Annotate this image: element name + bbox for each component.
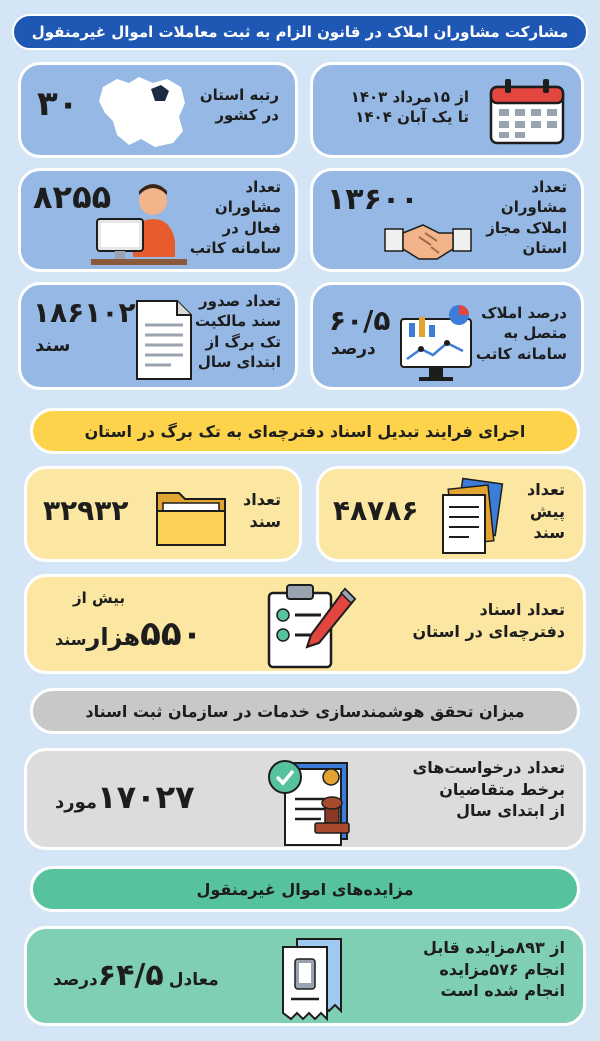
predocs-count-number: ۴۸۷۸۶ — [333, 494, 419, 527]
rank-label: رتبه استان در کشور — [199, 86, 279, 125]
online-requests-card — [24, 748, 586, 850]
booklet-docs-thousand: هزار — [86, 623, 141, 651]
connected-percent-label: درصد املاک متصل به سامانه کاتب — [475, 304, 567, 363]
docs-count-label: تعداد سند — [243, 490, 281, 531]
predocs-count-card — [316, 466, 586, 562]
folder-icon — [153, 483, 229, 549]
predocs-count-label: تعداد پیش سند — [527, 480, 565, 543]
booklet-docs-number: ۵۵۰ — [140, 614, 203, 654]
section-auctions-banner — [30, 866, 580, 912]
calendar-icon — [487, 77, 567, 147]
rank-number: ۳۰ — [37, 84, 79, 124]
deeds-issued-number: ۱۸۶۱۰۲ — [33, 296, 136, 329]
online-requests-number: ۱۷۰۲۷ — [97, 778, 195, 816]
auctions-card — [24, 926, 586, 1026]
online-requests-label: تعداد درخواست‌های برخط متقاضیان از ابتدای سال — [412, 758, 565, 821]
section-smart-services-banner — [30, 688, 580, 734]
clipboard-checklist-icon — [261, 581, 361, 671]
section-smart-services-title: میزان تحقق هوشمندسازی خدمات در سازمان ثبت اسناد — [85, 701, 525, 721]
stamp-document-icon — [255, 755, 365, 849]
papers-icon — [437, 477, 507, 557]
active-consultants-number: ۸۲۵۵ — [33, 178, 112, 216]
active-consultants-card — [18, 168, 298, 272]
booklet-docs-value — [55, 614, 203, 654]
connected-percent-card — [310, 282, 584, 390]
auctions-unit: درصد — [53, 970, 98, 990]
header-banner — [12, 14, 588, 50]
rank-card — [18, 62, 298, 158]
section-conversion-title: اجرای فرایند تبدیل اسناد دفترچه‌ای به تک برگ در استان — [84, 421, 526, 441]
auctions-number: ۶۴/۵ — [97, 958, 164, 993]
deeds-issued-card — [18, 282, 298, 390]
iran-map-icon — [95, 73, 191, 153]
connected-percent-number: ۶۰/۵ — [329, 304, 391, 337]
active-consultants-label: تعداد مشاوران فعال در سامانه کاتب — [189, 178, 281, 257]
auctions-prefix: معادل — [168, 970, 219, 990]
analytics-monitor-icon — [397, 303, 479, 385]
deeds-issued-unit: سند — [35, 335, 71, 356]
section-auctions-title: مزایده‌های اموال غیرمنقول — [196, 879, 414, 899]
period-card — [310, 62, 584, 158]
licensed-consultants-number: ۱۳۶۰۰ — [327, 182, 419, 217]
booklet-docs-label: تعداد اسناد دفترچه‌ای در استان — [412, 600, 565, 641]
section-conversion-banner — [30, 408, 580, 454]
person-computer-icon — [89, 179, 189, 269]
receipt-icon — [275, 935, 351, 1023]
connected-percent-unit: درصد — [331, 339, 376, 359]
document-icon — [127, 295, 199, 385]
licensed-consultants-label: تعداد مشاوران املاک مجاز استان — [486, 178, 567, 257]
licensed-consultants-card — [310, 168, 584, 272]
handshake-icon — [383, 211, 473, 267]
deeds-issued-label: تعداد صدور سند مالکیت تک برگ از ابتدای سال — [194, 292, 281, 371]
auctions-label: از ۸۹۳مزایده قابل انجام ۵۷۶مزایده انجام شده است — [423, 938, 565, 1001]
docs-count-card — [24, 466, 302, 562]
online-requests-unit: مورد — [55, 792, 98, 813]
booklet-docs-unit: سند — [55, 630, 87, 649]
online-requests-value — [55, 778, 195, 816]
header-title: مشارکت مشاوران املاک در قانون الزام به ثبت معاملات اموال غیرمنقول — [31, 23, 569, 41]
docs-count-number: ۳۲۹۳۲ — [43, 494, 129, 527]
booklet-docs-prefix: بیش از — [73, 589, 125, 607]
period-label: از ۱۵مرداد ۱۴۰۳ تا یک آبان ۱۴۰۴ — [350, 88, 469, 127]
auctions-value — [53, 958, 219, 993]
booklet-docs-card — [24, 574, 586, 674]
